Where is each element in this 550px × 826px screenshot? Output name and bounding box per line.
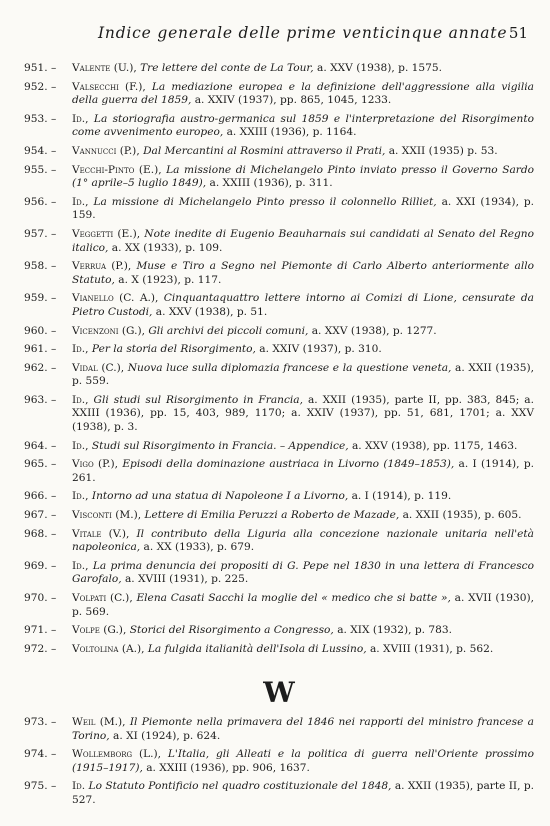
index-entry [24, 260, 534, 287]
entry-number: 967. – [24, 509, 57, 522]
index-entry [24, 228, 534, 255]
entry-title: La storiografia austro-germanica sul 1859 e l'interpretazione del Risorgimento come avvenimento europeo, [72, 112, 534, 139]
entry-title: Lettere di Emilia Peruzzi a Roberto de Mazade, [144, 509, 400, 522]
entry-number: 970. – [24, 592, 57, 604]
entry-title: Episodi della dominazione austriaca in Livorno (1849–1853), [122, 458, 455, 471]
entry-title: La missione di Michelangelo Pinto presso il colonnello Rilliet, [93, 195, 437, 208]
entry-number: 960. – [24, 324, 57, 337]
entry-author: Id., [72, 559, 89, 572]
entries-list-v [24, 62, 534, 661]
entry-reference: a. XX (1933), p. 109. [111, 241, 223, 254]
entry-title: Intorno ad una statua di Napoleone I a Livorno, [91, 490, 349, 503]
entry-number: 973. – [24, 716, 57, 728]
entry-author: Vecchi-Pinto (E.), [72, 163, 162, 176]
index-entry [24, 780, 534, 807]
entry-author: Volpati (C.), [72, 592, 133, 604]
entry-number: 965. – [24, 458, 57, 471]
entry-title: Lo Statuto Pontificio nel quadro costituzionale del 1848, [88, 780, 392, 793]
entry-reference: a. XXV (1938), pp. 1175, 1463. [351, 439, 518, 452]
entry-title: Muse e Tiro a Segno nel Piemonte di Carlo Alberto anteriormente allo Statuto, [72, 260, 535, 286]
entry-reference: a. I (1914), p. 119. [351, 490, 452, 503]
entry-reference: a. XXII (1935), parte II, pp. 383, 845; a. XXIII (1936), pp. 15, 403, 989, 1170; a. XXIV (1937), pp. 51, 681, 1701; a. XXV (1938), p. 3. [72, 393, 534, 434]
entries-list-w [24, 716, 534, 808]
entry-reference: a. XXV (1938), p. 1575. [317, 62, 443, 74]
entry-author: Vitale (V.), [72, 527, 130, 540]
entry-number: 972. – [24, 642, 57, 655]
entry-reference: a. I (1914), p. 261. [72, 458, 534, 484]
entry-author: Id., [72, 439, 89, 452]
entry-reference: a. XVIII (1931), p. 225. [124, 573, 249, 586]
entry-number: 961. – [24, 343, 57, 356]
entry-number: 956. – [24, 195, 57, 208]
index-entry [24, 164, 534, 191]
entry-number: 975. – [24, 780, 57, 793]
index-entry [24, 458, 534, 485]
entry-author: Weil (M.), [72, 716, 126, 728]
entry-reference: a. XXIII (1936), p. 311. [209, 177, 333, 190]
entry-number: 958. – [24, 260, 57, 273]
page-number: 51 [508, 24, 528, 42]
entry-number: 963. – [24, 393, 57, 406]
index-entry [24, 394, 534, 435]
entry-reference: a. XXI (1934), p. 159. [72, 195, 534, 222]
index-entry [24, 81, 534, 108]
index-entry [24, 196, 534, 223]
entry-number: 968. – [24, 527, 57, 540]
index-entry [24, 343, 534, 357]
entry-title: Nuova luce sulla diplomazia francese e la questione veneta, [127, 361, 452, 374]
entry-author: Id., [72, 490, 89, 503]
entry-reference: a. XIX (1932), p. 783. [337, 624, 452, 637]
entry-number: 974. – [24, 748, 57, 761]
index-entry [24, 490, 534, 504]
entry-reference: a. XXII (1935), parte II, p. 527. [72, 780, 534, 806]
entry-number: 954. – [24, 144, 57, 157]
index-entry [24, 292, 534, 319]
entry-author: Vianello (C. A.), [72, 292, 159, 305]
entry-reference: a. XXII (1935), p. 605. [402, 509, 522, 522]
entry-reference: a. X (1923), p. 117. [118, 273, 222, 286]
section-w [24, 676, 534, 813]
index-entry [24, 145, 534, 159]
index-entry [24, 440, 534, 454]
entry-author: Id., [72, 112, 89, 125]
index-entry [24, 528, 534, 555]
index-entry [24, 113, 534, 140]
entry-author: Vidal (C.), [72, 361, 125, 374]
entry-reference: a. XXIV (1937), p. 310. [259, 343, 382, 356]
entry-author: Visconti (M.), [72, 509, 142, 522]
entry-title: Tre lettere del conte de La Tour, [140, 62, 314, 74]
entry-number: 957. – [24, 227, 57, 240]
entry-reference: a. XXIII (1936), pp. 906, 1637. [146, 761, 310, 774]
index-entry [24, 643, 534, 657]
section-letter: W [263, 676, 295, 709]
entry-title: Cinquantaquattro lettere intorno ai Comizi di Lione, censurate da Pietro Custodi, [72, 292, 534, 318]
page-header [0, 14, 550, 44]
index-entry [24, 624, 534, 638]
entry-reference: a. XXV (1938), p. 51. [155, 305, 268, 318]
entry-title: L'Italia, gli Alleati e la politica di guerra nell'Oriente prossimo (1915–1917), [72, 748, 534, 774]
entry-title: Storici del Risorgimento a Congresso, [129, 624, 334, 637]
entry-author: Volpe (G.), [72, 624, 127, 637]
entry-reference: a. XXII (1935), p. 559. [72, 361, 535, 388]
entry-reference: a. XX (1933), p. 679. [143, 541, 255, 554]
entry-number: 966. – [24, 490, 57, 503]
index-entry [24, 509, 534, 523]
entry-author: Vigo (P.), [72, 458, 119, 471]
entry-title: Gli archivi dei piccoli comuni, [148, 324, 309, 337]
entry-reference: a. XXV (1938), p. 1277. [311, 324, 437, 337]
entry-title: Il contributo della Liguria alla concezione nazionale unitaria nell'età napoleonica, [72, 527, 534, 554]
entry-number: 971. – [24, 624, 57, 637]
entry-author: Id., [72, 343, 89, 356]
entry-title: Il Piemonte nella primavera del 1846 nei rapporti del ministro francese a Torino, [72, 716, 534, 742]
entry-author: Vicenzoni (G.), [72, 324, 145, 337]
entry-reference: a. XXIII (1936), p. 1164. [226, 126, 357, 139]
entry-reference: a. XVIII (1931), p. 562. [369, 642, 494, 655]
entry-author: Id., [72, 195, 89, 208]
entry-title: Dal Mercantini al Rosmini attraverso il Prati, [143, 144, 386, 157]
entry-reference: a. XXII (1935) p. 53. [388, 144, 498, 157]
entry-author: Veggetti (E.), [72, 227, 141, 240]
entry-author: Id. [72, 780, 86, 793]
index-entry [24, 748, 534, 775]
entry-number: 955. – [24, 163, 57, 176]
index-entry [24, 592, 534, 619]
entry-author: Id., [72, 393, 89, 406]
index-entry [24, 560, 534, 587]
entry-number: 962. – [24, 361, 57, 374]
index-entry [24, 62, 534, 76]
entry-title: Per la storia del Risorgimento, [91, 343, 256, 356]
entry-title: La missione di Michelangelo Pinto inviato presso il Governo Sardo (1° aprile–5 luglio 1849), [72, 163, 534, 190]
running-title: Indice generale delle prime venticinque annate [98, 24, 508, 42]
entry-number: 964. – [24, 439, 57, 452]
entry-title: La prima denuncia dei propositi di G. Pepe nel 1830 in una lettera di Francesco Garofalo, [72, 559, 534, 586]
entry-author: Voltolina (A.), [72, 642, 145, 655]
index-entry [24, 362, 534, 389]
entry-number: 953. – [24, 112, 57, 125]
entry-number: 959. – [24, 292, 57, 305]
entry-author: Wollemborg (L.), [72, 748, 161, 761]
entry-title: Studi sul Risorgimento in Francia. – Appendice, [91, 439, 349, 452]
entry-number: 951. – [24, 62, 57, 74]
entry-number: 969. – [24, 559, 57, 572]
index-entry [24, 716, 534, 743]
entry-title: La mediazione europea e la definizione dell'aggressione alla vigilia della guerra del 1859, [72, 80, 534, 107]
entry-author: Valsecchi (F.), [72, 80, 146, 93]
entry-title: Elena Casati Sacchi la moglie del « medico che si batte », [136, 592, 451, 604]
entry-reference: a. XVII (1930), p. 569. [72, 592, 534, 618]
entry-title: La fulgida italianità dell'Isola di Lussino, [147, 642, 367, 655]
entry-number: 952. – [24, 80, 57, 93]
entry-author: Valente (U.), [72, 62, 137, 74]
entry-reference: a. XXIV (1937), pp. 865, 1045, 1233. [194, 94, 392, 107]
entry-title: Gli studi sul Risorgimento in Francia, [93, 393, 303, 406]
entry-author: Verrua (P.), [72, 260, 132, 273]
entry-author: Vannucci (P.), [72, 144, 140, 157]
entry-title: Note inedite di Eugenio Beauharnais sui candidati al Senato del Regno italico, [72, 227, 534, 254]
index-entry [24, 325, 534, 339]
entry-reference: a. XI (1924), p. 624. [113, 729, 221, 742]
